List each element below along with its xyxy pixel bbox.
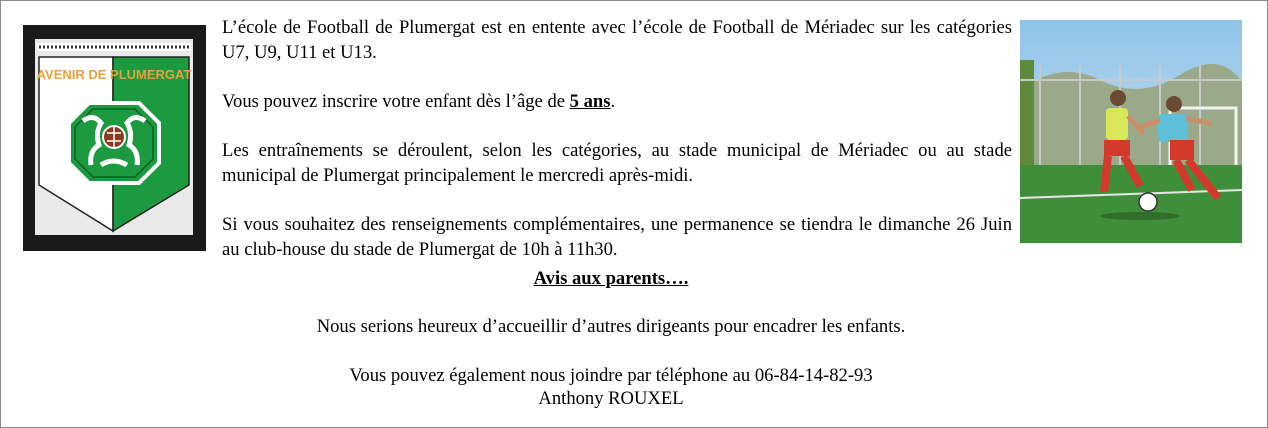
- football-photo: [1020, 20, 1242, 243]
- age-text-before: Vous pouvez inscrire votre enfant dès l’âge de: [222, 91, 570, 112]
- intro-text: [222, 15, 1012, 262]
- club-logo: [23, 25, 206, 251]
- notice-phone: Vous pouvez également nous joindre par téléphone au 06-84-14-82-93: [349, 365, 873, 386]
- notice-title: Avis aux parents….: [533, 268, 689, 289]
- logo-text: AVENIR DE PLUMERGAT: [36, 67, 192, 82]
- club-crest-icon: [23, 25, 206, 251]
- notice-contact-name: Anthony ROUXEL: [538, 388, 684, 409]
- notice-dirigeants: Nous serions heureux d’accueillir d’autres dirigeants pour encadrer les enfants.: [316, 316, 906, 337]
- kids-football-image: [1020, 20, 1242, 243]
- paragraph-trainings: Les entraînements se déroulent, selon les catégories, au stade municipal de Mériadec ou au stade municipal de Plumergat principalement le mercredi après-midi.: [222, 140, 1012, 186]
- paragraph-permanence: Si vous souhaitez des renseignements complémentaires, une permanence se tiendra le dimanche 26 Juin au club-house du stade de Plumergat de 10h à 11h30.: [222, 214, 1012, 260]
- age-emphasis: 5 ans: [569, 91, 611, 112]
- age-text-after: .: [610, 91, 616, 112]
- paragraph-age: [222, 89, 1012, 114]
- paragraph-ententes: L’école de Football de Plumergat est en entente avec l’école de Football de Mériadec sur les catégories U7, U9, U11 et U13.: [222, 17, 1012, 63]
